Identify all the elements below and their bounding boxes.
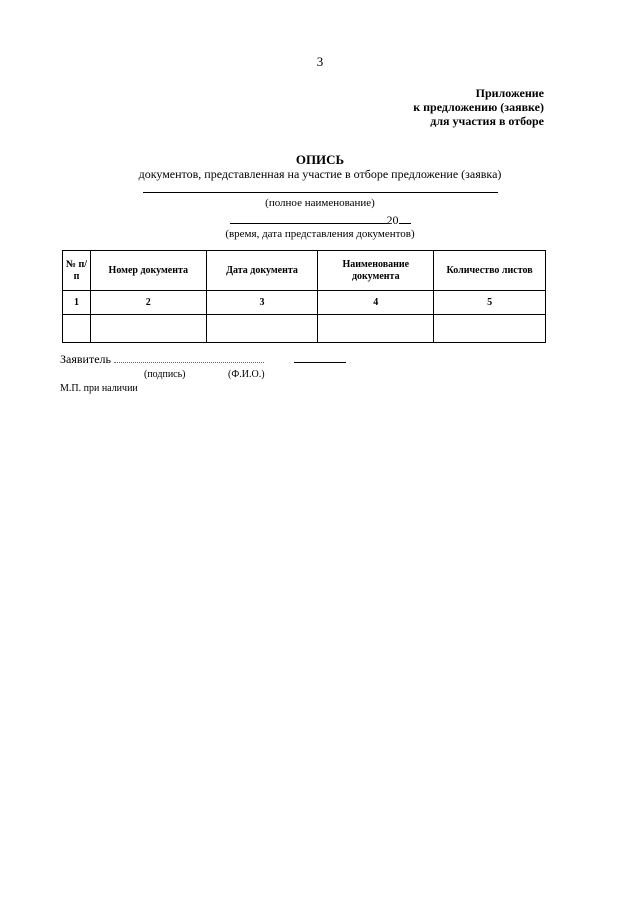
- fio-caption: (Ф.И.О.): [228, 369, 265, 380]
- table-cell: 2: [90, 291, 206, 315]
- appendix-line-3: для участия в отборе: [430, 114, 544, 128]
- date-caption: (время, дата представления документов): [225, 228, 415, 240]
- name-fill-line[interactable]: [143, 182, 498, 193]
- applicant-line: [60, 352, 346, 367]
- table-cell-empty[interactable]: [206, 315, 318, 343]
- table-cell-empty[interactable]: [63, 315, 91, 343]
- column-header-doc-name: Наименование документа: [318, 251, 434, 291]
- signature-caption: (подпись): [144, 369, 186, 380]
- signature-fill-line[interactable]: [114, 352, 264, 363]
- document-subtitle: документов, представленная на участие в отборе предложение (заявка): [138, 167, 502, 181]
- date-line: [60, 211, 580, 228]
- documents-table: [62, 250, 546, 343]
- column-header-number: № п/п: [63, 251, 91, 291]
- name-caption: (полное наименование): [265, 197, 375, 209]
- column-header-doc-number: Номер документа: [90, 251, 206, 291]
- year-fill-line[interactable]: [399, 211, 411, 224]
- table-header-row: [63, 251, 546, 291]
- page-number: 3: [316, 54, 324, 69]
- appendix-line-1: Приложение: [475, 86, 544, 100]
- table-cell: 4: [318, 291, 434, 315]
- appendix-line-2: к предложению (заявке): [413, 100, 544, 114]
- seal-note: М.П. при наличии: [60, 383, 138, 394]
- signature-captions: [144, 369, 265, 380]
- appendix-header: [413, 86, 544, 128]
- table-cell: 5: [434, 291, 546, 315]
- column-header-doc-date: Дата документа: [206, 251, 318, 291]
- fio-fill-line[interactable]: [294, 352, 346, 363]
- table-row: [63, 315, 546, 343]
- table-cell-empty[interactable]: [318, 315, 434, 343]
- column-header-sheet-count: Количество листов: [434, 251, 546, 291]
- applicant-label: Заявитель: [60, 352, 111, 366]
- table-row: [63, 291, 546, 315]
- document-title: ОПИСЬ: [295, 152, 345, 167]
- date-fill-line[interactable]: [230, 211, 387, 224]
- table-cell: 1: [63, 291, 91, 315]
- table-cell: 3: [206, 291, 318, 315]
- date-suffix: 20: [386, 213, 399, 227]
- table-cell-empty[interactable]: [90, 315, 206, 343]
- title-block: [60, 152, 580, 241]
- table-cell-empty[interactable]: [434, 315, 546, 343]
